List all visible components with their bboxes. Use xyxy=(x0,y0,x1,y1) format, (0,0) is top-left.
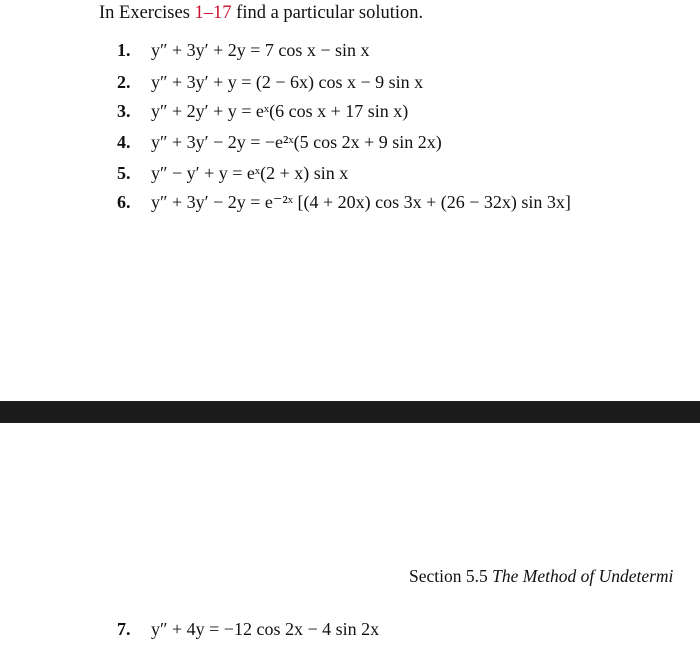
exercise-number: 3. xyxy=(117,101,131,121)
exercise-equation: y″ + 3y′ + y = (2 − 6x) cos x − 9 sin x xyxy=(151,72,424,92)
exercise-number: 2. xyxy=(117,72,131,92)
exercise-equation: y″ − y′ + y = eˣ(2 + x) sin x xyxy=(151,163,349,183)
exercise-number: 4. xyxy=(117,132,131,152)
exercise-number: 6. xyxy=(117,192,131,212)
exercises-intro xyxy=(99,2,423,24)
exercise-1 xyxy=(117,38,370,62)
exercise-range-end-link[interactable]: 17 xyxy=(213,3,232,23)
exercise-3 xyxy=(117,99,408,123)
exercise-equation: y″ + 3y′ − 2y = e⁻²ˣ [(4 + 20x) cos 3x + (26 − 32x) sin 3x] xyxy=(151,192,571,212)
exercise-equation: y″ + 4y = −12 cos 2x − 4 sin 2x xyxy=(151,619,380,639)
section-label: Section 5.5 xyxy=(409,566,488,586)
section-header xyxy=(409,565,673,587)
exercise-equation: y″ + 3y′ + 2y = 7 cos x − sin x xyxy=(151,40,370,60)
exercise-7 xyxy=(117,617,379,641)
exercise-range-dash: – xyxy=(203,3,214,23)
exercise-2 xyxy=(117,70,423,94)
section-title: The Method of Undetermi xyxy=(492,566,674,586)
exercise-6 xyxy=(117,190,571,214)
exercise-5 xyxy=(117,161,348,185)
intro-prefix: In Exercises xyxy=(99,3,195,23)
exercise-number: 5. xyxy=(117,163,131,183)
intro-suffix: find a particular solution. xyxy=(231,3,424,23)
page-break-bar xyxy=(0,401,700,423)
exercise-range-start-link[interactable]: 1 xyxy=(194,3,204,23)
exercise-equation: y″ + 3y′ − 2y = −e²ˣ(5 cos 2x + 9 sin 2x) xyxy=(151,132,442,152)
exercise-number: 1. xyxy=(117,40,131,60)
exercise-4 xyxy=(117,130,442,154)
exercise-equation: y″ + 2y′ + y = eˣ(6 cos x + 17 sin x) xyxy=(151,101,409,121)
exercise-number: 7. xyxy=(117,619,131,639)
